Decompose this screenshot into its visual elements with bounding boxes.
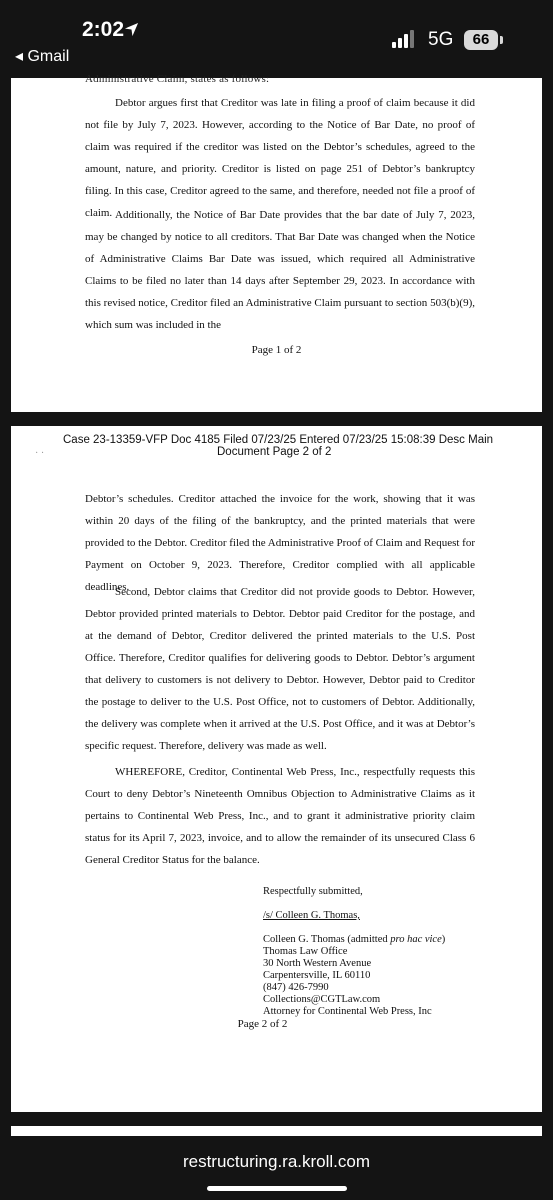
battery-icon [464,30,498,50]
email-address: Collections@CGTLaw.com [263,994,381,1005]
closing-text: Respectfully submitted, [263,886,363,897]
court-filing-header: Case 23-13359-VFP Doc 4185 Filed 07/23/25 Entered 07/23/25 15:08:39 Desc Main [63,434,494,446]
status-bar [0,0,553,78]
document-page-1 [11,73,542,412]
attorney-contact-block [263,934,445,1018]
paragraph: Debtor argues first that Creditor was late in filing a proof of claim because it did not file by July 7, 2023. However, according to the Notice of Bar Date, no proof of claim was required if the creditor was listed on the Debtor’s schedules, agreed to the amount, nature, and priority. Creditor is listed on page 251 of Debtor’s bankruptcy filing. In this case, Creditor agreed to the same, and therefore, needed not file a proof of claim. [85,97,475,219]
cellular-signal-icon [392,30,416,48]
cut-off-line: Administrative Claim, states as follows: [85,73,270,85]
attorney-name: Colleen G. Thomas (admitted pro hac vice) [263,934,446,945]
document-page-3-edge [11,1126,542,1136]
page-number: Page 1 of 2 [251,344,302,356]
scan-speck: · · [35,448,45,459]
battery-tip [500,36,503,44]
url-text[interactable]: restructuring.ra.kroll.com [182,1152,371,1171]
network-type: 5G [428,29,454,50]
paragraph: Additionally, the Notice of Bar Date provides that the bar date of July 7, 2023, may be changed by notice to all creditors. That Bar Date was changed when the Notice of Administrative Claims Bar Date was issued, which required all Administrative Claims to be filed no later than 14 days after September 29, 2023. In accordance with this revised notice, Creditor filed an Administrative Claim pursuant to section 503(b)(9), which sum was included in the [85,209,475,331]
law-office: Thomas Law Office [263,946,348,957]
phone-number: (847) 426-7990 [263,982,329,993]
paragraph: WHEREFORE, Creditor, Continental Web Press, Inc., respectfully requests this Court to deny Debtor’s Nineteenth Omnibus Objection to Administrative Claims as it pertains to Continental Web Press, Inc., and to grant it administrative priority claim status for its April 7, 2023, invoice, and to allow the remainder of its unsecured Class 6 General Creditor Status for the balance. [85,766,475,866]
document-page-2 [11,426,542,1112]
paragraph: Second, Debtor claims that Creditor did not provide goods to Debtor. However, Debtor provided printed materials to Debtor. Debtor paid Creditor for the postage, and at the demand of Debtor, Creditor delivered the printed materials to the U.S. Post Office. Therefore, Creditor qualifies for delivering goods to Debtor. Debtor’s argument that delivery to customers is not delivery to Debtor. However, Debtor paid to Creditor the postage to deliver to the U.S. Post Office, not to customers of Debtor. Additionally, the delivery was complete when it arrived at the U.S. Post Office, and it was at Debtor’s specific request. Therefore, delivery was made as well. [85,586,475,752]
page-number: Page 2 of 2 [237,1018,288,1030]
city-address: Carpentersville, IL 60110 [263,970,371,981]
court-filing-subheader: Document Page 2 of 2 [217,446,332,458]
home-indicator[interactable] [207,1186,347,1191]
electronic-signature: /s/ Colleen G. Thomas, [263,910,360,921]
paragraph: Debtor’s schedules. Creditor attached the invoice for the work, showing that it was within 20 days of the filing of the bankruptcy, and the printed materials that were provided to the Debtor. Creditor filed the Administrative Proof of Claim and Request for Payment on October 9, 2023. Therefore, Creditor complied with all applicable deadlines. [85,493,475,593]
attorney-for: Attorney for Continental Web Press, Inc [263,1006,432,1017]
battery-level: 66 [472,31,490,48]
location-arrow-icon [124,22,139,37]
street-address: 30 North Western Avenue [263,958,372,969]
back-to-gmail-link[interactable]: ◂ Gmail [15,48,70,65]
clock-time: 2:02 [82,18,125,41]
